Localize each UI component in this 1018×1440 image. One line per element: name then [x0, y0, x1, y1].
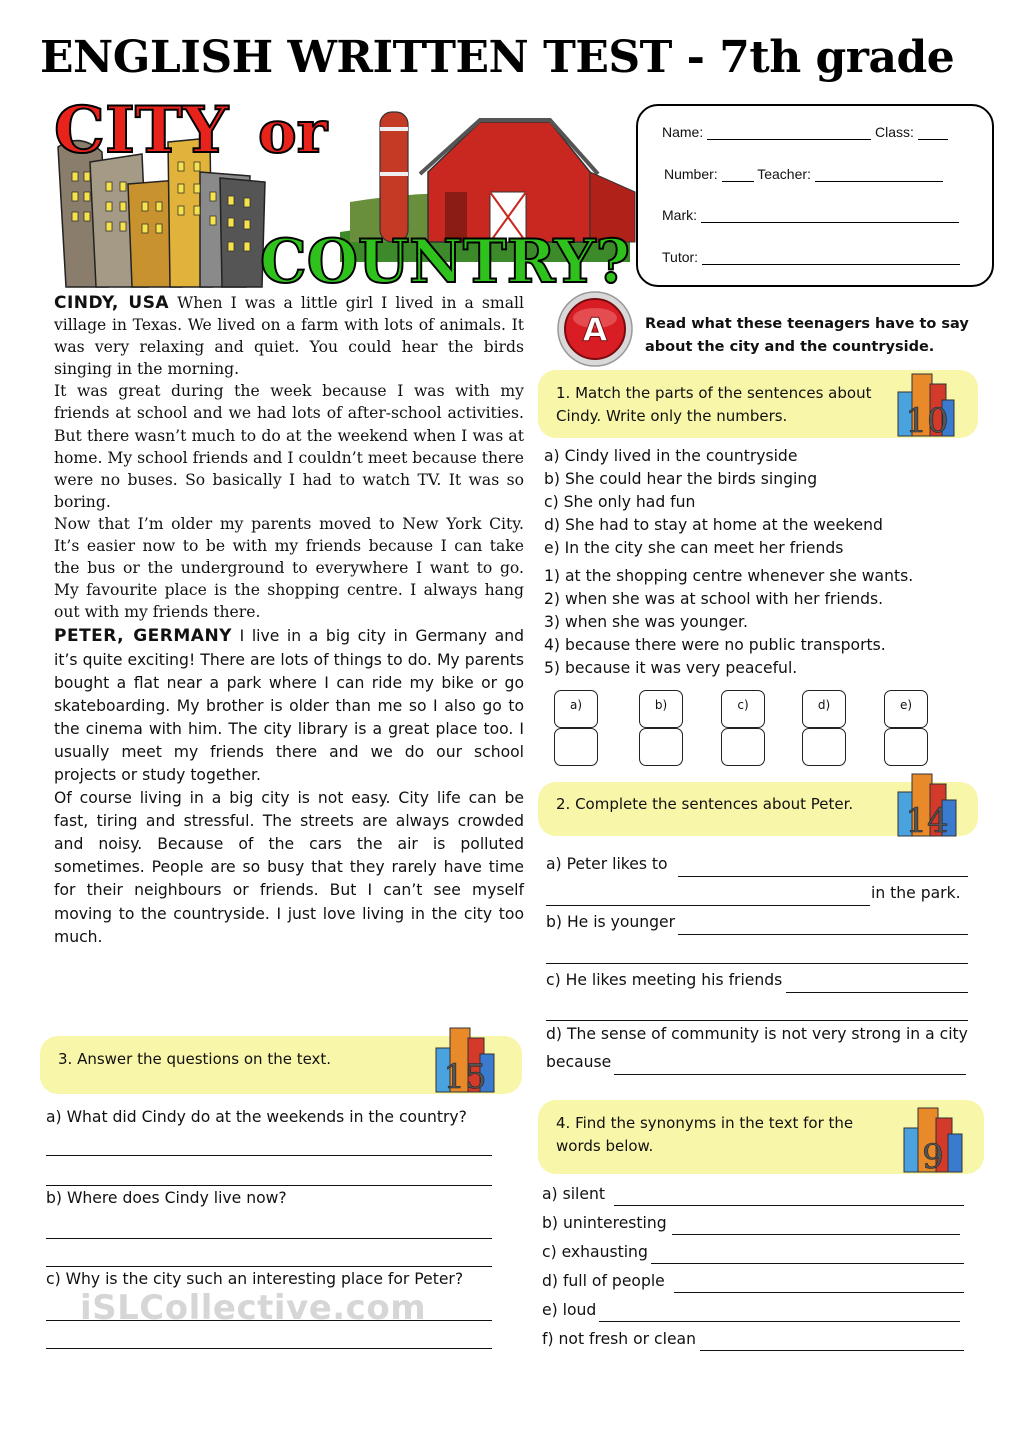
- exercise-2-item-d-because: because: [546, 1053, 612, 1071]
- answer-line[interactable]: [614, 1074, 966, 1075]
- buildings-score-icon: [894, 366, 956, 438]
- list-item: e) In the city she can meet her friends: [544, 539, 844, 557]
- answer-line[interactable]: [546, 905, 870, 906]
- banner-country-word: COUNTRY?: [260, 227, 630, 292]
- reading-text: [54, 292, 524, 949]
- exercise-3-points: 15: [443, 1057, 487, 1094]
- list-item: 3) when she was younger.: [544, 613, 748, 631]
- list-item: 2) when she was at school with her friends.: [544, 590, 884, 608]
- mark-row: [662, 207, 959, 223]
- tutor-field[interactable]: [702, 251, 960, 265]
- tutor-row: [662, 249, 960, 265]
- synonym-item-e: e) loud: [542, 1301, 597, 1319]
- buildings-score-icon: [900, 1100, 968, 1174]
- exercise-2-item-a: a) Peter likes to: [546, 855, 668, 873]
- list-item: a) Cindy lived in the countryside: [544, 447, 798, 465]
- exercise-2-item-d: d) The sense of community is not very strong in a city: [546, 1025, 968, 1043]
- cindy-text: [54, 292, 524, 380]
- list-item: 5) because it was very peaceful.: [544, 659, 798, 677]
- match-label-e: e): [884, 690, 928, 728]
- synonym-item-c: c) exhausting: [542, 1243, 648, 1261]
- answer-line[interactable]: [672, 1234, 960, 1235]
- banner-or-word: or: [258, 98, 328, 166]
- section-a-badge: [556, 290, 634, 368]
- exercise-2-item-c: c) He likes meeting his friends: [546, 971, 783, 989]
- answer-line[interactable]: [674, 1292, 964, 1293]
- match-answer-a[interactable]: [554, 728, 598, 766]
- answer-line[interactable]: [614, 1205, 964, 1206]
- synonym-item-a: a) silent: [542, 1185, 605, 1203]
- exercise-2-item-b: b) He is younger: [546, 913, 676, 931]
- class-field[interactable]: [918, 126, 948, 140]
- cindy-paragraph-1: When I was a little girl I lived in a small village in Texas. We lived on a farm with lots of animals. It was very relaxing and quiet. You could hear the birds singing in the morning.: [54, 294, 524, 379]
- number-field[interactable]: [722, 168, 754, 182]
- peter-heading: PETER, GERMANY: [54, 626, 232, 647]
- buildings-score-icon: [432, 1020, 500, 1094]
- exercise-3-question-a: a) What did Cindy do at the weekends in the country?: [46, 1108, 467, 1126]
- buildings-score-icon: [894, 766, 962, 838]
- match-answer-c[interactable]: [721, 728, 765, 766]
- exercise-1-right-list: [544, 565, 913, 680]
- exercise-1-points: 10: [905, 401, 949, 438]
- answer-line[interactable]: [46, 1348, 492, 1349]
- answer-line[interactable]: [786, 992, 968, 993]
- mark-label: Mark:: [662, 207, 697, 223]
- answer-line[interactable]: [546, 1020, 968, 1021]
- peter-paragraph-1: I live in a big city in Germany and it’s quite exciting! There are lots of things to do. My parents bought a flat near a park where I can ride my bike or go skateboarding. My brother is older than me so I also go to the cinema with him. The city library is a great place too. I usually meet my friends there and we do our school projects or study together.: [54, 627, 524, 784]
- match-label-a: a): [554, 690, 598, 728]
- cindy-heading: CINDY, USA: [54, 293, 170, 313]
- exercise-4-points: 9: [922, 1137, 944, 1174]
- exercise-2-instruction: 2. Complete the sentences about Peter.: [556, 795, 854, 813]
- answer-line[interactable]: [651, 1263, 964, 1264]
- answer-line[interactable]: [599, 1321, 960, 1322]
- badge-letter: A: [582, 311, 608, 349]
- exercise-1-left-list: [544, 445, 883, 560]
- class-label: Class:: [875, 124, 914, 140]
- name-field[interactable]: [707, 126, 871, 140]
- answer-line[interactable]: [700, 1350, 964, 1351]
- match-answer-d[interactable]: [802, 728, 846, 766]
- answer-line[interactable]: [46, 1155, 492, 1156]
- list-item: b) She could hear the birds singing: [544, 470, 818, 488]
- peter-paragraph-2: Of course living in a big city is not easy. City life can be fast, tiring and stressful. The streets are always crowded and noisy. Because of the cars the air is polluted sometimes. People are so busy that they rarely have time for their neighbours or friends. But I can’t see myself moving to the countryside. I just love living in the city too much.: [54, 789, 524, 946]
- match-label-b: b): [639, 690, 683, 728]
- banner-city-word: CITY: [54, 93, 229, 168]
- list-item: c) She only had fun: [544, 493, 696, 511]
- student-info-box: [636, 104, 994, 287]
- answer-line[interactable]: [678, 934, 968, 935]
- city-or-country-banner: [50, 92, 640, 292]
- match-label-c: c): [721, 690, 765, 728]
- answer-line[interactable]: [678, 876, 968, 877]
- exercise-3-instruction: 3. Answer the questions on the text.: [58, 1050, 332, 1068]
- synonym-item-d: d) full of people: [542, 1272, 665, 1290]
- answer-line[interactable]: [46, 1185, 492, 1186]
- exercise-2-points: 14: [905, 801, 949, 838]
- number-label: Number:: [664, 166, 718, 182]
- teacher-label: Teacher:: [757, 166, 811, 182]
- peter-text: [54, 625, 524, 787]
- match-label-d: d): [802, 690, 846, 728]
- list-item: 1) at the shopping centre whenever she wants.: [544, 567, 914, 585]
- exercise-2-item-a-end: in the park.: [871, 884, 961, 902]
- name-label: Name:: [662, 124, 704, 140]
- name-class-row: [662, 124, 948, 140]
- synonym-item-f: f) not fresh or clean: [542, 1330, 696, 1348]
- banner-illustration: [50, 92, 640, 292]
- watermark: iSLCollective.com: [80, 1288, 427, 1328]
- tutor-label: Tutor:: [662, 249, 699, 265]
- number-teacher-row: [664, 166, 943, 182]
- section-a-intro: Read what these teenagers have to say about the city and the countryside.: [645, 316, 969, 355]
- mark-field[interactable]: [701, 209, 959, 223]
- list-item: 4) because there were no public transports.: [544, 636, 886, 654]
- cindy-paragraph-2: It was great during the week because I was with my friends at school and we had lots of after-school activities. But there wasn’t much to do at the weekend when I was at home. My school friends and I couldn’t meet because there were no buses. So basically I had to watch TV. It was so boring.: [54, 382, 524, 511]
- match-answer-b[interactable]: [639, 728, 683, 766]
- exercise-4-instruction: 4. Find the synonyms in the text for the words below.: [556, 1114, 854, 1155]
- exercise-1-instruction: 1. Match the parts of the sentences about Cindy. Write only the numbers.: [556, 384, 872, 425]
- cindy-paragraph-3: Now that I’m older my parents moved to New York City. It’s easier now to be with my friends because I can take the bus or the underground to everywhere I want to go. My favourite place is the shopping centre. I always hang out with my friends there.: [54, 514, 524, 622]
- exercise-3-question-c: c) Why is the city such an interesting place for Peter?: [46, 1270, 464, 1288]
- match-answer-e[interactable]: [884, 728, 928, 766]
- answer-line[interactable]: [46, 1238, 492, 1239]
- answer-line[interactable]: [546, 963, 968, 964]
- synonym-item-b: b) uninteresting: [542, 1214, 667, 1232]
- teacher-field[interactable]: [815, 168, 943, 182]
- list-item: d) She had to stay at home at the weekend: [544, 516, 883, 534]
- letter-a-icon: [556, 290, 634, 368]
- answer-line[interactable]: [46, 1266, 492, 1267]
- exercise-3-question-b: b) Where does Cindy live now?: [46, 1189, 287, 1207]
- page-title: ENGLISH WRITTEN TEST - 7th grade: [40, 32, 955, 83]
